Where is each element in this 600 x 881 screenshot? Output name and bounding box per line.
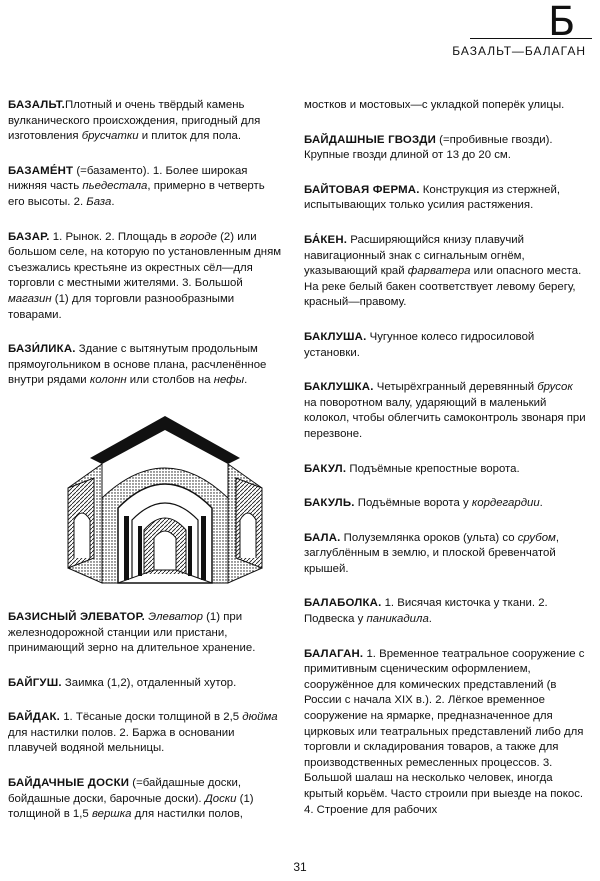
dictionary-entry — [8, 230, 282, 324]
entry-crossref: брусок — [537, 381, 573, 394]
dictionary-entry — [8, 776, 282, 823]
entry-text: (=байдашные доски, бойдашные доски, барочные доски). — [8, 777, 241, 805]
entry-crossref: срубом — [517, 531, 556, 544]
entry-text: и плиток для пола. — [138, 130, 242, 143]
entry-term: БАЗАР. — [8, 230, 50, 243]
entry-crossref: магазин — [8, 292, 52, 305]
dictionary-entry — [8, 98, 282, 145]
entry-text: Конструкция из стержней, испытывающих только усилия растяжения. — [304, 183, 561, 212]
entry-crossref: Элеватор — [148, 610, 203, 623]
entry-crossref: паникадила — [366, 613, 429, 626]
entry-term: БА́КЕН. — [304, 233, 348, 246]
entry-text: 1. Рынок. 2. Площадь в — [49, 230, 180, 243]
dictionary-entry — [304, 496, 588, 512]
entry-term: БАЛАГАН. — [304, 647, 364, 660]
section-letter: Б — [548, 0, 576, 45]
entry-crossref: нефы — [213, 374, 245, 387]
dictionary-entry — [304, 133, 588, 164]
entry-term: БАКУЛ. — [304, 462, 347, 475]
dictionary-entry — [304, 380, 588, 442]
dictionary-entry — [8, 710, 282, 757]
dictionary-entry — [8, 342, 282, 389]
header-rule — [470, 38, 592, 39]
entry-text: (1) при железнодорожной станции или пристани, принимающий зерно на длительное хранение. — [8, 610, 256, 655]
entry-text: (=базаменто). 1. Более широкая нижняя часть — [8, 164, 248, 193]
entry-term: БАЗИСНЫЙ ЭЛЕВАТОР. — [8, 610, 146, 623]
entry-text: Четырёхгранный деревянный — [373, 381, 538, 394]
entry-term: БАЗАМЕ́НТ — [8, 164, 74, 177]
entry-term: БАКЛУША. — [304, 330, 367, 343]
entry-term: БАЙДАК. — [8, 711, 61, 724]
dictionary-entry — [8, 676, 282, 692]
entry-text: Подъёмные ворота у — [354, 497, 472, 510]
entry-text: Расширяющийся книзу плавучий навигационный знак с сигнальным огнём, указывающий край — [304, 233, 525, 278]
dictionary-entry — [304, 531, 588, 578]
entry-text: 1. Тёсаные доски толщиной в 2,5 — [60, 711, 243, 724]
entry-term: БАЗИ́ЛИКА. — [8, 343, 76, 356]
entry-text: . — [428, 613, 432, 626]
dictionary-entry — [304, 462, 588, 478]
entry-text: . — [111, 195, 115, 208]
entry-text: (=пробивные гвозди). Крупные гвозди длиной от 13 до 20 см. — [304, 133, 553, 162]
entry-text: 1. Висячая кисточка у ткани. 2. Подвеска у — [304, 597, 548, 626]
entry-text: (2) или большом селе, на которую по установленным дням съезжались крестьяне из окрестных сёл—для торговли с местными жителями. 3. Большой — [8, 230, 282, 290]
entry-text: для настилки полов. 2. Баржа в основании плавучей водяной мельницы. — [8, 726, 235, 755]
entry-text: Подъёмные крепостные ворота. — [346, 462, 520, 475]
entry-crossref: База — [86, 195, 112, 208]
entry-text: Заимка (1,2), отдаленный хутор. — [61, 676, 237, 689]
entry-term: БАЙДАЧНЫЕ ДОСКИ — [8, 777, 130, 790]
dictionary-entry — [304, 330, 588, 361]
entry-crossref: Доски — [204, 792, 237, 805]
entry-crossref: фарватера — [407, 265, 471, 278]
dictionary-entry — [304, 596, 588, 627]
dictionary-entry — [8, 164, 282, 211]
entry-text: . — [244, 374, 248, 387]
entry-text: (1) для торговли разнообразными товарами. — [8, 292, 235, 321]
entry-text: , заглублённым в землю, и плоской бревенчатой крышей. — [304, 531, 560, 575]
entry-crossref: колонн — [89, 374, 127, 387]
left-column — [8, 98, 282, 842]
entry-term: БАЙДАШНЫЕ ГВОЗДИ — [304, 133, 436, 146]
entry-text: (1) толщиной в 1,5 — [8, 792, 254, 821]
dictionary-entry — [304, 647, 588, 819]
right-column — [304, 98, 588, 837]
entry-term: БАКЛУШКА. — [304, 381, 374, 394]
entry-text: , примерно в четверть его высоты. 2. — [8, 180, 265, 208]
entry-crossref: кордегардии — [471, 497, 540, 510]
entry-text: или столбов на — [126, 374, 214, 387]
entry-term: БАЙГУШ. — [8, 676, 62, 689]
entry-term: БАЙТОВАЯ ФЕРМА. — [304, 183, 420, 196]
entry-term: БАКУЛЬ. — [304, 497, 355, 510]
entry-text: Здание с вытянутым продольным прямоугольником в основе плана, расчленённое внутри рядами — [8, 343, 267, 387]
entry-text: на поворотном валу, ударяющий в маленький колокол, чтобы облегчить самоконтроль звонаря при перезвоне. — [304, 396, 586, 440]
page-number: 31 — [293, 860, 307, 874]
entry-term: БАЛА. — [304, 531, 341, 544]
entry-crossref: дюйма — [242, 711, 278, 724]
entry-text: 1. Временное театральное сооружение с примитивным сценическим оформлением, сооружённое для комических представлений (в России с начала XIX в.). 2. Лёгкое временное сооружение на ярмарке, предназначенное для цирковых или театральных представлений либо для торговли и складирования товаров, а также для производственных ремесленных процессов. 3. Большой шалаш на несколько человек, иногда крытый корьём. Часто строили при выезде на покос. 4. Строение для рабочих — [304, 647, 585, 816]
entry-text: или опасного места. На реке белый бакен соответствует левому берегу, красный—правому. — [304, 265, 582, 309]
dictionary-entry — [304, 183, 588, 214]
entry-text: Плотный и очень твёрдый камень вулканического происхождения, пригодный для изготовления — [8, 99, 261, 143]
entry-text: . — [539, 497, 543, 510]
page-range-header: БАЗАЛЬТ—БАЛАГАН — [452, 44, 586, 58]
entry-term: БАЛАБОЛКА. — [304, 597, 382, 610]
entry-text: для настилки полов, — [131, 808, 243, 821]
entry-crossref: брусчатки — [81, 130, 139, 143]
entry-text: мостков и мостовых—с укладкой поперёк улицы. — [304, 99, 565, 111]
basilica-illustration — [60, 408, 270, 588]
entry-text: Чугунное колесо гидросиловой установки. — [304, 330, 535, 359]
entry-crossref: городе — [179, 230, 217, 243]
dictionary-entry — [8, 610, 282, 657]
entry-crossref: вершка — [91, 808, 132, 821]
dictionary-entry — [304, 98, 588, 114]
entry-crossref: пьедестала — [82, 180, 148, 193]
entry-term: БАЗАЛЬТ. — [8, 99, 65, 111]
entry-text: Полуземлянка ороков (ульта) со — [340, 531, 518, 544]
dictionary-entry — [304, 233, 588, 311]
